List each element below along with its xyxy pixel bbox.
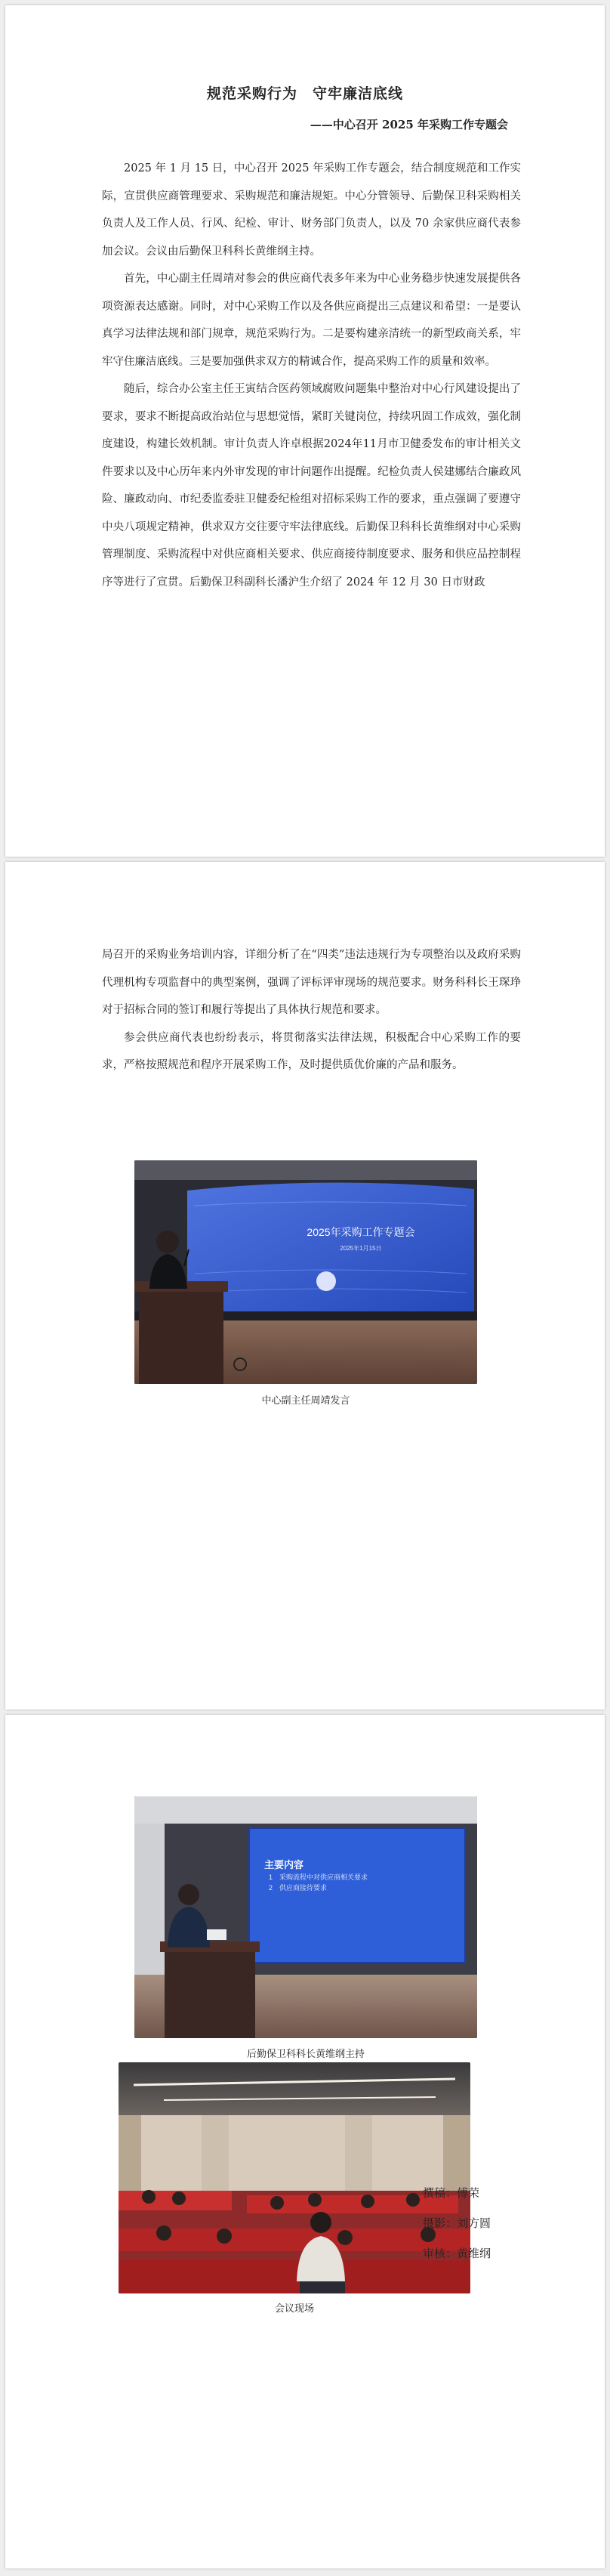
article-title: 规范采购行为 守牢廉洁底线	[206, 85, 403, 102]
screen-item-1: 1 采购流程中对供应商相关要求	[269, 1873, 368, 1881]
article-credits	[423, 2178, 574, 2269]
screen-item-2: 2 供应商接待要求	[269, 1884, 328, 1892]
credit-reviewer: 审核：黄维纲	[423, 2247, 491, 2260]
document-page-1	[5, 5, 605, 857]
credit-writer: 撰稿：傅荣	[423, 2186, 480, 2200]
photo-caption: 中心副主任周靖发言	[261, 1395, 350, 1407]
paragraph: 2025 年 1 月 15 日，中心召开 2025 年采购工作专题会，结合制度规范和工作实际，宣贯供应商管理要求、采购规范和廉洁规矩。中心分管领导、后勤保卫科采购相关负责人及工作人员、行风、纪检、审计、财务部门负责人，以及 70 余家供应商代表参加会议。会议由后勤保卫科科长黄维纲主持。	[102, 162, 521, 258]
article-body-page-2	[102, 941, 521, 1080]
article-body-page-1	[102, 155, 521, 596]
paragraph: 首先，中心副主任周靖对参会的供应商代表多年来为中心业务稳步快速发展提供各项资源表达感谢。同时，对中心采购工作以及各供应商提出三点建议和希望：一是要认真学习法律法规和部门规章，规范采购行为。二是要构建亲清统一的新型政商关系，牢牢守住廉洁底线。三是要加强供求双方的精诚合作，提高采购工作的质量和效率。	[102, 273, 521, 368]
credit-photographer: 摄影：刘方圆	[423, 2216, 491, 2230]
photo-speaker-graphic	[134, 1160, 477, 1384]
photo-speaker-zhoujing	[134, 1160, 477, 1384]
photo-host-huangweigang	[134, 1796, 477, 2038]
document-page-2	[5, 862, 605, 1710]
document-page-3	[5, 1715, 605, 2568]
photo-caption: 会议现场	[274, 2303, 314, 2315]
screen-heading: 主要内容	[264, 1859, 304, 1870]
paragraph: 随后，综合办公室主任王寅结合医药领域腐败问题集中整治对中心行风建设提出了要求，要求不断提高政治站位与思想觉悟，紧盯关键岗位，持续巩固工作成效，强化制度建设，构建长效机制。审计负责人许卓根据2024年11月市卫健委发布的审计相关文件要求以及中心历年来内外审发现的审计问题作出提醒。纪检负责人侯建娜结合廉政风险、廉政动向、市纪委监委驻卫健委纪检组对招标采购工作的要求，重点强调了要遵守中央八项规定精神，供求双方交往要守牢法律底线。后勤保卫科科长黄维纲对中心采购管理制度、采购流程中对供应商相关要求、供应商接待制度要求、服务和供应品控制程序等进行了宣贯。后勤保卫科副科长潘沪生介绍了 2024 年 12 月 30 日市财政	[102, 383, 521, 588]
photo-venue-graphic	[119, 2062, 470, 2293]
photo-meeting-venue	[119, 2062, 470, 2293]
photo-host-graphic	[134, 1796, 477, 2038]
paragraph: 局召开的采购业务培训内容，详细分析了在“四类”违法违规行为专项整治以及政府采购代理机构专项监督中的典型案例，强调了评标评审现场的规范要求。财务科科长王琛琤对于招标合同的签订和履行等提出了具体执行规范和要求。	[102, 949, 521, 1016]
photo-caption: 后勤保卫科科长黄维纲主持	[246, 2049, 365, 2060]
paragraph: 参会供应商代表也纷纷表示，将贯彻落实法律法规，积极配合中心采购工作的要求，严格按照规范和程序开展采购工作，及时提供质优价廉的产品和服务。	[102, 1031, 521, 1071]
screen-title: 2025年采购工作专题会	[307, 1226, 415, 1238]
screen-date: 2025年1月15日	[340, 1245, 382, 1252]
article-subtitle: ——中心召开 2025 年采购工作专题会	[310, 118, 508, 131]
